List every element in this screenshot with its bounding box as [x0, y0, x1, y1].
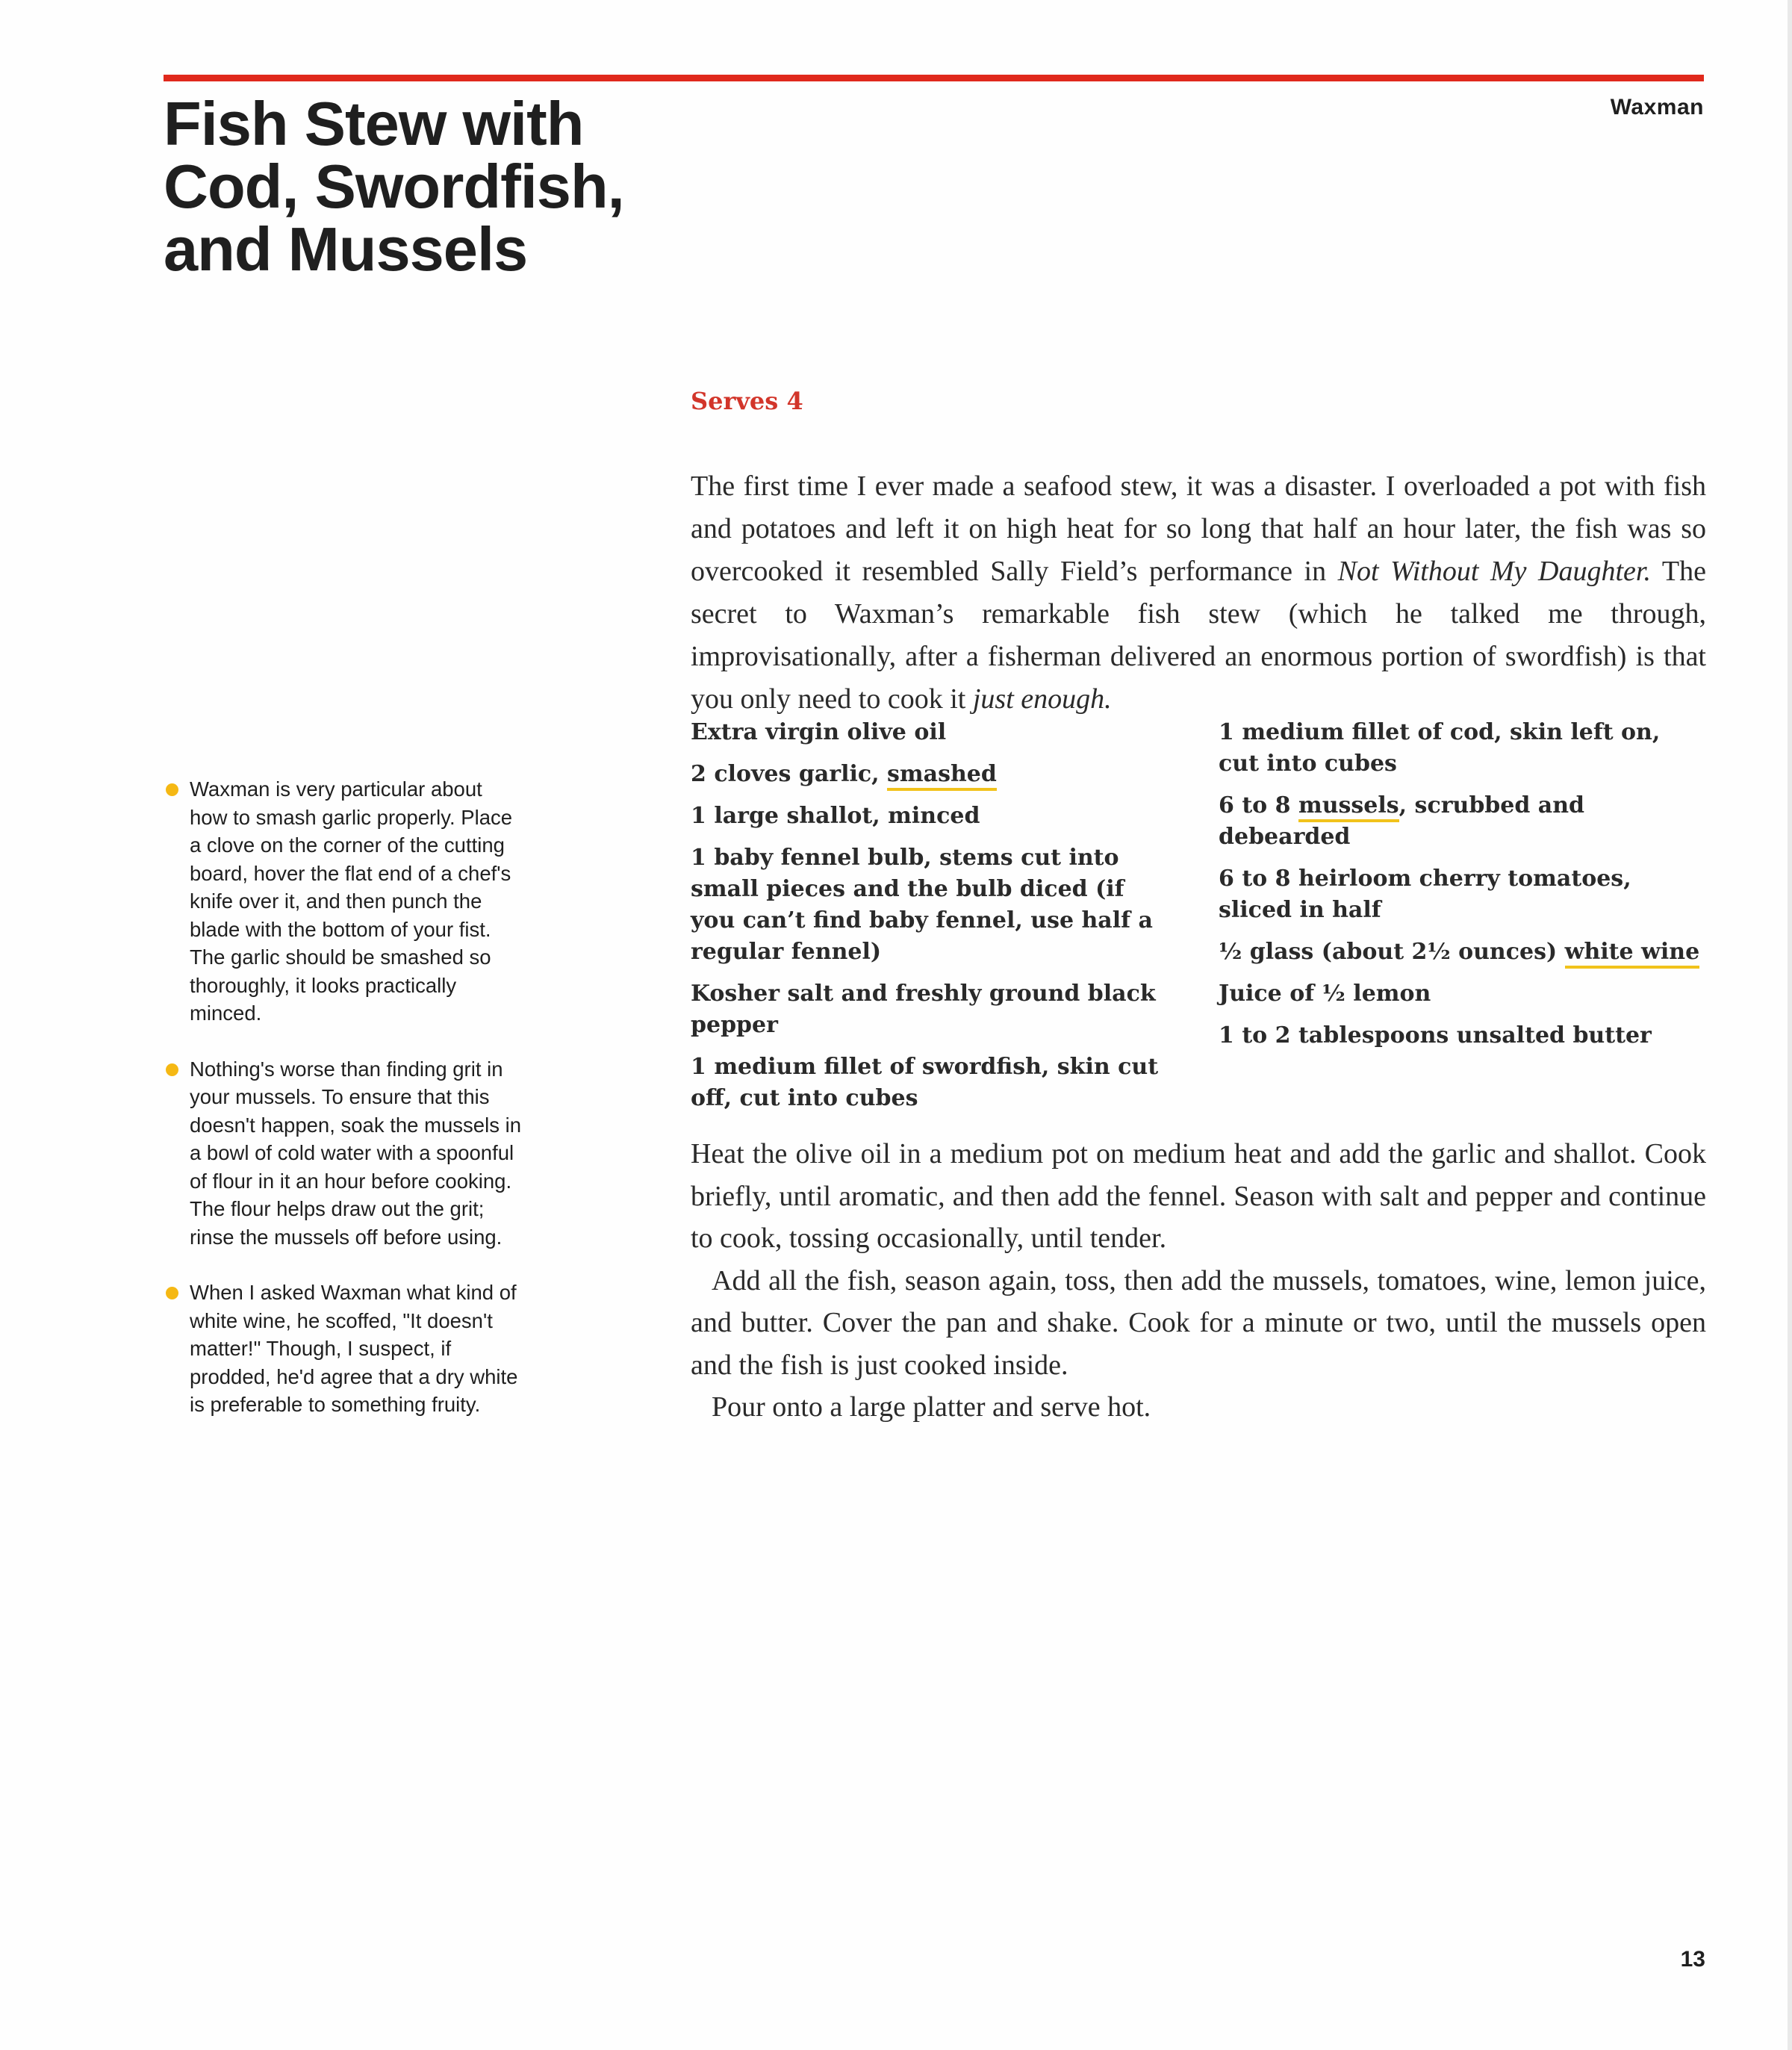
margin-notes	[166, 775, 524, 1447]
ingredient-item: 1 medium fillet of cod, skin left on, cut into cubes	[1219, 719, 1661, 777]
serves-label: Serves 4	[691, 387, 803, 415]
method-paragraph: Heat the olive oil in a medium pot on medium heat and add the garlic and shallot. Cook briefly, until aromatic, and then add the fennel. Season with salt and pepper and continue to cook, tossing occasionally, until tender.	[691, 1138, 1706, 1254]
ingredient-item: 6 to 8 heirloom cherry tomatoes, sliced in half	[1219, 866, 1631, 923]
ingredient-item: Juice of ½ lemon	[1219, 981, 1431, 1007]
ingredient-item	[1219, 937, 1704, 968]
ingredient-item	[691, 759, 1169, 790]
ingredient-text: ½ glass (about 2½ ounces)	[1219, 939, 1565, 965]
intro-paragraph	[691, 465, 1706, 721]
ingredient-text: 2 cloves garlic,	[691, 761, 888, 787]
ingredient-list-right	[1219, 717, 1704, 1062]
intro-text: The secret to Waxman’s remarkable fish stew (which he talked me through, improvisationally, after a fisherman delivered an enormous portion of swordfish) is that you only need to cook it	[691, 556, 1706, 715]
page-number: 13	[1680, 1947, 1705, 1972]
ingredient-item: 1 baby fennel bulb, stems cut into small pieces and the bulb diced (if you can’t find baby fennel, use half a regular fennel)	[691, 845, 1153, 965]
highlighted-word: white wine	[1565, 939, 1700, 969]
ingredient-item: Kosher salt and freshly ground black pepper	[691, 981, 1156, 1038]
ingredient-item: Extra virgin olive oil	[691, 719, 947, 745]
highlighted-word: smashed	[887, 761, 997, 791]
yellow-dot-bullet-icon	[166, 1287, 178, 1299]
chef-name: Waxman	[1610, 95, 1704, 119]
note-text: When I asked Waxman what kind of white wine, he scoffed, "It doesn't matter!" Though, I suspect, if prodded, he'd agree that a dry white is preferable to something fruity.	[190, 1281, 518, 1416]
ingredient-text: 6 to 8	[1219, 792, 1298, 819]
page-edge-shadow	[1788, 0, 1792, 2050]
ingredient-item: 1 to 2 tablespoons unsalted butter	[1219, 1022, 1652, 1049]
yellow-dot-bullet-icon	[166, 783, 178, 796]
margin-note	[166, 1279, 524, 1419]
note-text: Nothing's worse than finding grit in your mussels. To ensure that this doesn't happen, soak the mussels in a bowl of cold water with a spoonful of flour in it an hour before cooking. The flour helps draw out the grit; rinse the mussels off before using.	[190, 1057, 522, 1249]
ingredient-list-left	[691, 717, 1169, 1125]
ingredient-item: 1 medium fillet of swordfish, skin cut off, cut into cubes	[691, 1054, 1159, 1111]
note-text: Waxman is very particular about how to smash garlic properly. Place a clove on the corner of the cutting board, hover the flat end of a chef's knife over it, and then punch the blade with the bottom of your fist. The garlic should be smashed so thoroughly, it looks practically minced.	[190, 777, 513, 1025]
title-line: Cod, Swordfish,	[164, 152, 624, 221]
title-line: and Mussels	[164, 214, 528, 284]
method-paragraph: Pour onto a large platter and serve hot.	[712, 1391, 1151, 1423]
method-paragraph: Add all the fish, season again, toss, then add the mussels, tomatoes, wine, lemon juice, and butter. Cover the pan and shake. Cook for a minute or two, until the mussels open and the fish is just cooked inside.	[691, 1264, 1706, 1381]
yellow-dot-bullet-icon	[166, 1063, 178, 1076]
margin-note	[166, 775, 524, 1028]
ingredient-item	[1219, 790, 1704, 853]
recipe-title	[164, 89, 686, 284]
film-title: Not Without My Daughter.	[1337, 556, 1651, 587]
highlighted-word: mussels	[1298, 792, 1399, 822]
method-steps	[691, 1133, 1706, 1429]
intro-text: The first time I ever made a seafood stew, it was a disaster. I overloaded a pot with fish and potatoes and left it on high heat for so long that half an hour later, the fish was so overcooked it resembled Sally Field’s performance in	[691, 470, 1706, 587]
margin-note	[166, 1055, 524, 1252]
header-rule	[164, 75, 1704, 81]
ingredient-item: 1 large shallot, minced	[691, 803, 980, 829]
ingredient-text: , scrubbed and debearded	[1219, 792, 1585, 850]
title-line: Fish Stew with	[164, 89, 584, 158]
intro-emphasis: just enough.	[972, 683, 1112, 715]
